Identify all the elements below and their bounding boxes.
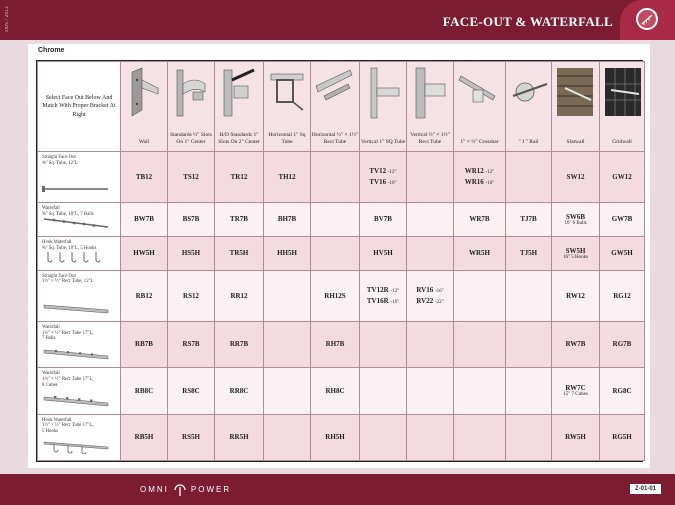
- code-line: [407, 285, 453, 296]
- table-row: [38, 236, 645, 270]
- rect-hook-waterfall-icon: [42, 440, 110, 454]
- column-label: Horizontal ½" × 1½" Rect Tube: [311, 132, 359, 146]
- logo-text-right: POWER: [190, 485, 232, 495]
- column-vertical-rect: [407, 62, 454, 152]
- product-code: WR5H: [469, 249, 490, 258]
- product-code: RG12: [613, 291, 631, 300]
- code-cell-hd_standards: [215, 368, 264, 414]
- code-cell-vertical_sq: [360, 368, 407, 414]
- hd-standards-bracket-icon: [218, 66, 258, 121]
- column-j-rail: [506, 62, 552, 152]
- product-code: TV12: [369, 166, 387, 175]
- row-label-cell: [38, 236, 121, 270]
- product-code: RS12: [183, 291, 199, 300]
- code-cell-wall: [121, 368, 168, 414]
- code-cell-slatwall: [552, 152, 600, 203]
- crossbar-icon: [457, 66, 497, 121]
- code-cell-vertical_sq: [360, 414, 407, 460]
- product-code: RR7B: [229, 340, 249, 349]
- column-wall: [121, 62, 168, 152]
- code-cell-hd_standards: [215, 414, 264, 460]
- code-cell-wall: [121, 414, 168, 460]
- code-cell-horizontal_rect: [311, 236, 360, 270]
- product-code: RR5H: [229, 433, 249, 442]
- product-code: SW5H: [565, 246, 586, 255]
- code-cell-standards: [168, 236, 215, 270]
- j-rail-icon: [509, 66, 549, 121]
- code-cell-slatwall: [552, 414, 600, 460]
- catalog-page: [28, 44, 650, 468]
- row-label-line: Straight Face Out: [42, 155, 76, 160]
- header-row: [38, 62, 645, 152]
- row-label-line: ⅝" Sq. Tube, 18"L, 5 Hooks: [42, 245, 97, 251]
- product-code: RG7B: [612, 340, 632, 349]
- product-code: WR16: [464, 178, 484, 187]
- code-cell-wall: [121, 203, 168, 237]
- code-cell-hd_standards: [215, 270, 264, 321]
- column-label: 1" × ½" Crossbar: [460, 139, 499, 146]
- logo-mark-icon: [173, 484, 187, 496]
- product-code: RB8C: [134, 386, 154, 395]
- row-label-cell: [38, 414, 121, 460]
- code-line: [360, 296, 406, 307]
- product-code: RW7B: [565, 340, 586, 349]
- product-code: BH7B: [277, 215, 297, 224]
- code-cell-horizontal_sq: [264, 203, 311, 237]
- page-number: Z-01-01: [630, 484, 661, 494]
- column-label: Vertical 1" SQ Tube: [360, 139, 406, 146]
- hook-waterfall-icon: [42, 250, 110, 264]
- row-label-cell: [38, 368, 121, 414]
- code-cell-gridwall: [600, 368, 645, 414]
- row-label-line: ⅝" Sq. Tube, 12"L: [42, 160, 78, 166]
- product-code: RV22: [416, 296, 434, 305]
- product-code: HH5H: [277, 249, 297, 258]
- code-cell-vertical_rect: [407, 368, 454, 414]
- code-cell-horizontal_rect: [311, 414, 360, 460]
- code-cell-j_rail: [506, 368, 552, 414]
- product-note: 15" 7 Cubes: [563, 392, 588, 398]
- length-note: -22": [434, 299, 444, 305]
- row-label-line: 5 Hooks: [42, 429, 59, 435]
- row-label-cell: [38, 152, 121, 203]
- product-code: RW12: [566, 291, 585, 300]
- product-code: RH5H: [325, 433, 345, 442]
- table-row: [38, 368, 645, 414]
- product-code: TH12: [278, 173, 296, 182]
- column-horizontal-sq: [264, 62, 311, 152]
- row-label-line: 1½" × ½" Rect Tube 17"L,: [42, 376, 94, 382]
- code-cell-vertical_rect: [407, 270, 454, 321]
- row-label-line: Waterfall: [42, 371, 60, 377]
- product-code: TJ5H: [519, 249, 538, 258]
- row-label-line: Straight Face Out: [42, 273, 76, 279]
- column-slatwall: [552, 62, 600, 152]
- code-stack: [360, 166, 406, 188]
- code-cell-vertical_rect: [407, 321, 454, 367]
- code-cell-hd_standards: [215, 321, 264, 367]
- horizontal-sq-tube-icon: [267, 66, 307, 121]
- code-cell-crossbar: [454, 203, 506, 237]
- row-label-line: 1½" × ½" Rect Tube, 12"L: [42, 279, 94, 285]
- code-line: [360, 285, 406, 296]
- product-code: TR7B: [230, 215, 248, 224]
- code-cell-horizontal_rect: [311, 368, 360, 414]
- length-note: -12": [485, 169, 495, 175]
- code-cell-crossbar: [454, 321, 506, 367]
- category-tab: [620, 0, 675, 40]
- code-cell-j_rail: [506, 414, 552, 460]
- row-label-line: Waterfall: [42, 324, 60, 330]
- product-note: 16" 6 Balls: [564, 220, 587, 226]
- intro-cell: Select Face Out Below And Match With Proper Bracket At Right: [38, 62, 121, 152]
- gridwall-icon: [603, 66, 643, 121]
- column-label: Vertical ½" × 1½" Rect Tube: [410, 132, 450, 146]
- code-stack: [407, 285, 453, 307]
- row-label-line: ⅝" Sq. Tube, 18"L, 7 Balls: [42, 211, 94, 217]
- code-cell-gridwall: [600, 270, 645, 321]
- logo-text-left: OMNI: [140, 485, 169, 495]
- product-code: WR7B: [469, 215, 490, 224]
- waterfall-balls-icon: [42, 216, 110, 230]
- product-code: RW5H: [565, 433, 586, 442]
- product-code: SW12: [566, 173, 585, 182]
- table-row: [38, 152, 645, 203]
- display-rack-icon: [636, 8, 658, 30]
- product-code: TV16R: [366, 296, 389, 305]
- length-note: -16": [434, 288, 444, 294]
- product-code: BW7B: [134, 215, 154, 224]
- code-stack: [454, 166, 505, 188]
- omni-power-logo: [140, 484, 231, 496]
- code-cell-crossbar: [454, 368, 506, 414]
- column-label: Gridwall: [612, 139, 632, 146]
- column-standards: [168, 62, 215, 152]
- code-stack: [360, 285, 406, 307]
- code-cell-wall: [121, 236, 168, 270]
- table-row: [38, 203, 645, 237]
- section-label: Chrome: [38, 47, 65, 54]
- row-label-line: Hook Waterfall: [42, 417, 72, 423]
- code-cell-slatwall: [552, 270, 600, 321]
- product-code: WR12: [464, 166, 484, 175]
- table-row: [38, 414, 645, 460]
- code-cell-vertical_sq: [360, 152, 407, 203]
- column-label: H/D Standards 1" Slots On 2" Center: [218, 132, 260, 146]
- product-code: SW6B: [565, 212, 586, 221]
- code-cell-gridwall: [600, 321, 645, 367]
- code-line: [407, 296, 453, 307]
- footer-bar: [0, 474, 675, 505]
- code-cell-vertical_sq: [360, 203, 407, 237]
- column-vertical-sq: [360, 62, 407, 152]
- code-cell-wall: [121, 152, 168, 203]
- column-label: Wall: [138, 139, 150, 146]
- standards-bracket-icon: [171, 66, 211, 121]
- code-line: [454, 166, 505, 177]
- product-code: RV16: [416, 285, 434, 294]
- length-note: -16": [390, 299, 400, 305]
- table-row: [38, 270, 645, 321]
- code-cell-horizontal_sq: [264, 236, 311, 270]
- column-label: Horizontal 1" Sq Tube: [268, 132, 306, 146]
- code-cell-hd_standards: [215, 152, 264, 203]
- product-code: GW5H: [611, 249, 633, 258]
- product-code: RB12: [135, 291, 153, 300]
- rect-waterfall-balls-icon: [42, 347, 110, 361]
- row-label-line: 1½" × ½" Rect Tube 17"L,: [42, 330, 94, 336]
- row-label-line: Waterfall: [42, 206, 60, 212]
- slatwall-icon: [555, 66, 595, 121]
- product-code: RG5H: [612, 433, 632, 442]
- product-code: HW5H: [133, 249, 155, 258]
- horizontal-rect-tube-icon: [314, 66, 354, 121]
- row-label-line: Hook Waterfall: [42, 239, 72, 245]
- straight-face-out-icon: [42, 182, 110, 196]
- product-code: RB5H: [134, 433, 154, 442]
- rect-waterfall-cubes-icon: [42, 394, 110, 408]
- code-cell-vertical_sq: [360, 270, 407, 321]
- column-hd-standards: [215, 62, 264, 152]
- row-label-line: 7 Balls: [42, 336, 56, 342]
- product-code: TV16: [369, 178, 387, 187]
- code-cell-horizontal_rect: [311, 152, 360, 203]
- code-cell-standards: [168, 414, 215, 460]
- row-label-line: 8 Cubes: [42, 382, 58, 388]
- compatibility-table: [36, 60, 643, 462]
- row-label-line: 1½" × ½" Rect Tube 17"L,: [42, 423, 94, 429]
- header-bar: [0, 0, 675, 40]
- length-note: -12": [387, 169, 397, 175]
- product-code: TS12: [183, 173, 199, 182]
- code-cell-slatwall: [552, 203, 600, 237]
- code-cell-standards: [168, 203, 215, 237]
- product-code: RS7B: [182, 340, 200, 349]
- column-crossbar: [454, 62, 506, 152]
- product-code: TR12: [230, 173, 248, 182]
- code-line: [360, 166, 406, 177]
- code-cell-standards: [168, 368, 215, 414]
- product-code: GW12: [612, 173, 632, 182]
- column-horizontal-rect: [311, 62, 360, 152]
- code-cell-vertical_rect: [407, 203, 454, 237]
- product-code: HV5H: [373, 249, 393, 258]
- table-body: [38, 152, 645, 461]
- code-cell-crossbar: [454, 270, 506, 321]
- issue-date: JAN / 2012: [5, 6, 10, 33]
- code-cell-crossbar: [454, 414, 506, 460]
- page-title: FACE-OUT & WATERFALL: [442, 14, 613, 29]
- product-code: RR12: [230, 291, 248, 300]
- product-code: HS5H: [181, 249, 201, 258]
- code-cell-horizontal_sq: [264, 368, 311, 414]
- code-cell-gridwall: [600, 236, 645, 270]
- code-cell-horizontal_sq: [264, 321, 311, 367]
- column-gridwall: [600, 62, 645, 152]
- length-note: -16": [485, 181, 495, 187]
- product-code: GW7B: [611, 215, 633, 224]
- product-code: RB7B: [135, 340, 153, 349]
- code-cell-vertical_sq: [360, 236, 407, 270]
- row-label-cell: [38, 270, 121, 321]
- code-cell-crossbar: [454, 152, 506, 203]
- code-cell-horizontal_sq: [264, 270, 311, 321]
- table-row: [38, 321, 645, 367]
- product-code: RH8C: [325, 386, 345, 395]
- product-code: RW7C: [565, 384, 586, 393]
- code-cell-standards: [168, 270, 215, 321]
- code-cell-slatwall: [552, 368, 600, 414]
- product-code: RG8C: [612, 386, 632, 395]
- code-cell-horizontal_sq: [264, 152, 311, 203]
- code-cell-vertical_rect: [407, 152, 454, 203]
- column-label: Standards ½" Slots On 1" Center: [170, 132, 212, 146]
- code-cell-standards: [168, 321, 215, 367]
- product-code: TV12R: [366, 285, 389, 294]
- code-cell-standards: [168, 152, 215, 203]
- code-cell-slatwall: [552, 236, 600, 270]
- product-code: BS7B: [182, 215, 200, 224]
- code-cell-horizontal_rect: [311, 270, 360, 321]
- product-code: BV7B: [374, 215, 392, 224]
- code-cell-j_rail: [506, 203, 552, 237]
- length-note: -12": [390, 288, 400, 294]
- product-code: RS8C: [182, 386, 200, 395]
- code-cell-horizontal_sq: [264, 414, 311, 460]
- code-cell-wall: [121, 270, 168, 321]
- vertical-rect-tube-icon: [410, 66, 450, 121]
- code-cell-gridwall: [600, 203, 645, 237]
- vertical-sq-tube-icon: [363, 66, 403, 121]
- code-cell-vertical_rect: [407, 414, 454, 460]
- code-line: [360, 177, 406, 188]
- code-line: [454, 177, 505, 188]
- code-cell-horizontal_rect: [311, 321, 360, 367]
- code-cell-vertical_rect: [407, 236, 454, 270]
- code-cell-crossbar: [454, 236, 506, 270]
- product-code: RR8C: [229, 386, 249, 395]
- code-cell-j_rail: [506, 236, 552, 270]
- code-cell-slatwall: [552, 321, 600, 367]
- code-cell-j_rail: [506, 270, 552, 321]
- code-cell-hd_standards: [215, 236, 264, 270]
- code-cell-j_rail: [506, 321, 552, 367]
- code-cell-vertical_sq: [360, 321, 407, 367]
- row-label-cell: [38, 203, 121, 237]
- product-code: TR5H: [229, 249, 249, 258]
- code-cell-hd_standards: [215, 203, 264, 237]
- column-label: " J " Rail: [518, 139, 539, 146]
- product-code: RS5H: [182, 433, 200, 442]
- product-code: RH7B: [325, 340, 345, 349]
- straight-rect-face-out-icon: [42, 301, 110, 315]
- column-label: Slatwall: [566, 139, 585, 146]
- length-note: -16": [387, 181, 397, 187]
- product-note: 16" 5 Hooks: [562, 254, 589, 260]
- code-cell-gridwall: [600, 414, 645, 460]
- product-code: TB12: [135, 173, 153, 182]
- row-label-cell: [38, 321, 121, 367]
- code-cell-wall: [121, 321, 168, 367]
- product-code: TJ7B: [520, 215, 537, 224]
- code-cell-j_rail: [506, 152, 552, 203]
- wall-bracket-icon: [124, 66, 164, 121]
- product-code: RH12S: [324, 291, 346, 300]
- code-cell-gridwall: [600, 152, 645, 203]
- code-cell-horizontal_rect: [311, 203, 360, 237]
